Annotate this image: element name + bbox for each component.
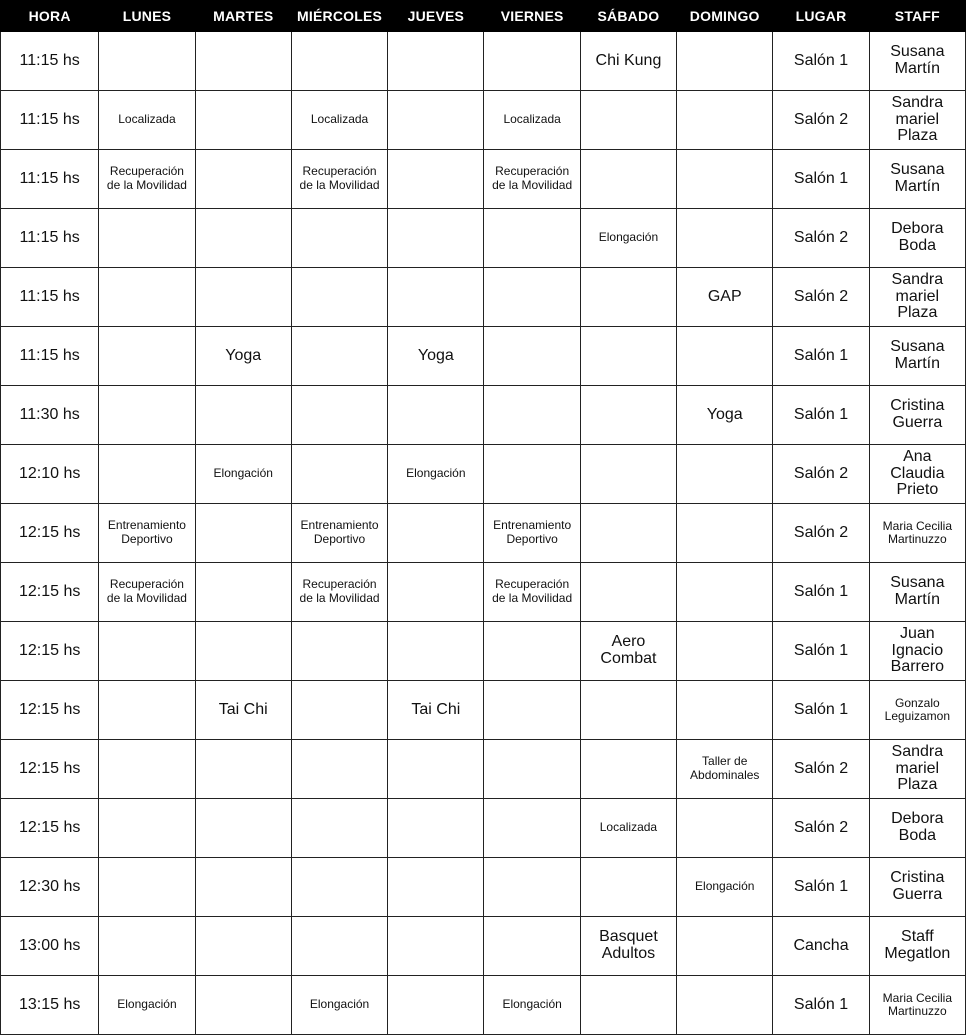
cell-viernes <box>484 386 580 445</box>
cell-lunes <box>99 799 195 858</box>
header-jueves: JUEVES <box>388 1 484 32</box>
cell-lunes <box>99 740 195 799</box>
cell-viernes <box>484 740 580 799</box>
cell-miercoles <box>291 740 387 799</box>
cell-domingo <box>677 150 773 209</box>
cell-hora: 12:15 hs <box>1 504 99 563</box>
cell-hora: 11:15 hs <box>1 150 99 209</box>
cell-sabado <box>580 740 676 799</box>
cell-staff: Sandra mariel Plaza <box>869 268 965 327</box>
cell-lugar: Salón 2 <box>773 209 869 268</box>
cell-martes <box>195 150 291 209</box>
cell-lunes <box>99 622 195 681</box>
table-row <box>1 150 966 209</box>
cell-hora: 11:15 hs <box>1 327 99 386</box>
cell-sabado <box>580 681 676 740</box>
cell-domingo: Elongación <box>677 858 773 917</box>
cell-sabado <box>580 563 676 622</box>
cell-jueves <box>388 504 484 563</box>
cell-sabado <box>580 150 676 209</box>
cell-domingo <box>677 563 773 622</box>
cell-lugar: Cancha <box>773 917 869 976</box>
cell-lugar: Salón 1 <box>773 622 869 681</box>
schedule-header <box>1 1 966 32</box>
cell-sabado: Aero Combat <box>580 622 676 681</box>
cell-lugar: Salón 1 <box>773 681 869 740</box>
cell-miercoles <box>291 32 387 91</box>
cell-viernes <box>484 268 580 327</box>
cell-domingo <box>677 32 773 91</box>
table-row <box>1 32 966 91</box>
cell-lunes: Localizada <box>99 91 195 150</box>
cell-jueves <box>388 858 484 917</box>
cell-sabado <box>580 858 676 917</box>
cell-jueves <box>388 386 484 445</box>
cell-lunes: Recuperación de la Movilidad <box>99 150 195 209</box>
cell-viernes: Elongación <box>484 976 580 1035</box>
cell-jueves <box>388 976 484 1035</box>
table-row <box>1 740 966 799</box>
cell-sabado: Localizada <box>580 799 676 858</box>
cell-lugar: Salón 1 <box>773 563 869 622</box>
cell-staff: Maria Cecilia Martinuzzo <box>869 504 965 563</box>
cell-sabado <box>580 504 676 563</box>
cell-staff: Staff Megatlon <box>869 917 965 976</box>
cell-viernes <box>484 445 580 504</box>
cell-domingo <box>677 622 773 681</box>
cell-miercoles <box>291 386 387 445</box>
cell-lunes <box>99 209 195 268</box>
cell-hora: 11:15 hs <box>1 268 99 327</box>
cell-miercoles <box>291 799 387 858</box>
cell-sabado <box>580 327 676 386</box>
cell-lugar: Salón 2 <box>773 504 869 563</box>
cell-domingo <box>677 681 773 740</box>
cell-jueves <box>388 150 484 209</box>
cell-lugar: Salón 1 <box>773 386 869 445</box>
cell-sabado <box>580 445 676 504</box>
cell-martes <box>195 268 291 327</box>
cell-viernes <box>484 917 580 976</box>
cell-martes <box>195 976 291 1035</box>
cell-viernes <box>484 32 580 91</box>
cell-staff: Susana Martín <box>869 32 965 91</box>
cell-hora: 12:30 hs <box>1 858 99 917</box>
header-hora: HORA <box>1 1 99 32</box>
cell-hora: 11:15 hs <box>1 209 99 268</box>
header-sabado: SÁBADO <box>580 1 676 32</box>
cell-domingo <box>677 976 773 1035</box>
cell-miercoles: Entrenamiento Deportivo <box>291 504 387 563</box>
cell-lunes <box>99 32 195 91</box>
cell-viernes: Entrenamiento Deportivo <box>484 504 580 563</box>
cell-lunes <box>99 386 195 445</box>
cell-staff: Susana Martín <box>869 327 965 386</box>
cell-martes <box>195 740 291 799</box>
cell-lunes: Elongación <box>99 976 195 1035</box>
cell-staff: Juan Ignacio Barrero <box>869 622 965 681</box>
table-row <box>1 563 966 622</box>
cell-lugar: Salón 2 <box>773 799 869 858</box>
cell-hora: 12:15 hs <box>1 622 99 681</box>
cell-jueves: Elongación <box>388 445 484 504</box>
header-staff: STAFF <box>869 1 965 32</box>
cell-lunes <box>99 917 195 976</box>
cell-martes: Yoga <box>195 327 291 386</box>
cell-martes <box>195 209 291 268</box>
cell-sabado: Elongación <box>580 209 676 268</box>
cell-miercoles: Recuperación de la Movilidad <box>291 563 387 622</box>
table-row <box>1 681 966 740</box>
cell-jueves <box>388 563 484 622</box>
table-row <box>1 504 966 563</box>
table-row <box>1 622 966 681</box>
header-viernes: VIERNES <box>484 1 580 32</box>
cell-viernes <box>484 681 580 740</box>
table-row <box>1 327 966 386</box>
cell-staff: Maria Cecilia Martinuzzo <box>869 976 965 1035</box>
cell-lugar: Salón 1 <box>773 32 869 91</box>
cell-miercoles <box>291 209 387 268</box>
cell-lugar: Salón 1 <box>773 976 869 1035</box>
cell-lunes <box>99 858 195 917</box>
cell-jueves <box>388 268 484 327</box>
cell-staff: Susana Martín <box>869 150 965 209</box>
cell-miercoles <box>291 858 387 917</box>
cell-martes <box>195 563 291 622</box>
header-miercoles: MIÉRCOLES <box>291 1 387 32</box>
cell-jueves <box>388 32 484 91</box>
cell-domingo <box>677 445 773 504</box>
cell-miercoles: Recuperación de la Movilidad <box>291 150 387 209</box>
cell-martes <box>195 917 291 976</box>
cell-lugar: Salón 2 <box>773 268 869 327</box>
cell-miercoles <box>291 268 387 327</box>
cell-lunes <box>99 445 195 504</box>
cell-viernes: Recuperación de la Movilidad <box>484 563 580 622</box>
cell-martes <box>195 622 291 681</box>
cell-viernes <box>484 327 580 386</box>
cell-staff: Sandra mariel Plaza <box>869 91 965 150</box>
cell-miercoles <box>291 622 387 681</box>
cell-hora: 13:15 hs <box>1 976 99 1035</box>
cell-staff: Cristina Guerra <box>869 858 965 917</box>
cell-hora: 12:15 hs <box>1 681 99 740</box>
cell-martes: Tai Chi <box>195 681 291 740</box>
cell-domingo: Taller de Abdominales <box>677 740 773 799</box>
table-row <box>1 799 966 858</box>
cell-staff: Susana Martín <box>869 563 965 622</box>
cell-hora: 12:15 hs <box>1 563 99 622</box>
cell-miercoles <box>291 327 387 386</box>
header-domingo: DOMINGO <box>677 1 773 32</box>
cell-jueves <box>388 622 484 681</box>
cell-sabado <box>580 91 676 150</box>
table-row <box>1 917 966 976</box>
cell-lunes <box>99 327 195 386</box>
cell-martes <box>195 32 291 91</box>
cell-viernes <box>484 209 580 268</box>
cell-lugar: Salón 2 <box>773 740 869 799</box>
cell-domingo <box>677 799 773 858</box>
cell-lunes: Recuperación de la Movilidad <box>99 563 195 622</box>
table-row <box>1 858 966 917</box>
cell-jueves: Yoga <box>388 327 484 386</box>
table-row <box>1 209 966 268</box>
cell-miercoles <box>291 681 387 740</box>
cell-viernes <box>484 799 580 858</box>
cell-martes <box>195 858 291 917</box>
cell-sabado: Chi Kung <box>580 32 676 91</box>
header-martes: MARTES <box>195 1 291 32</box>
cell-lunes: Entrenamiento Deportivo <box>99 504 195 563</box>
cell-martes: Elongación <box>195 445 291 504</box>
cell-lunes <box>99 681 195 740</box>
cell-miercoles <box>291 917 387 976</box>
table-row <box>1 386 966 445</box>
cell-lugar: Salón 1 <box>773 150 869 209</box>
cell-domingo <box>677 209 773 268</box>
cell-viernes: Localizada <box>484 91 580 150</box>
cell-sabado: Basquet Adultos <box>580 917 676 976</box>
cell-lunes <box>99 268 195 327</box>
cell-lugar: Salón 2 <box>773 445 869 504</box>
cell-jueves <box>388 917 484 976</box>
cell-jueves <box>388 740 484 799</box>
cell-martes <box>195 799 291 858</box>
cell-staff: Sandra mariel Plaza <box>869 740 965 799</box>
table-row <box>1 91 966 150</box>
schedule-body <box>1 32 966 1035</box>
table-row <box>1 445 966 504</box>
cell-sabado <box>580 268 676 327</box>
cell-staff: Ana Claudia Prieto <box>869 445 965 504</box>
cell-staff: Debora Boda <box>869 799 965 858</box>
cell-miercoles <box>291 445 387 504</box>
cell-lugar: Salón 1 <box>773 327 869 386</box>
cell-miercoles: Localizada <box>291 91 387 150</box>
cell-domingo: Yoga <box>677 386 773 445</box>
cell-domingo <box>677 917 773 976</box>
cell-jueves: Tai Chi <box>388 681 484 740</box>
cell-hora: 12:15 hs <box>1 740 99 799</box>
cell-viernes: Recuperación de la Movilidad <box>484 150 580 209</box>
table-row <box>1 268 966 327</box>
cell-viernes <box>484 858 580 917</box>
cell-hora: 11:15 hs <box>1 91 99 150</box>
cell-staff: Gonzalo Leguizamon <box>869 681 965 740</box>
cell-sabado <box>580 976 676 1035</box>
cell-viernes <box>484 622 580 681</box>
header-lunes: LUNES <box>99 1 195 32</box>
cell-domingo <box>677 504 773 563</box>
cell-lugar: Salón 1 <box>773 858 869 917</box>
cell-jueves <box>388 91 484 150</box>
cell-hora: 11:30 hs <box>1 386 99 445</box>
cell-domingo <box>677 91 773 150</box>
cell-hora: 13:00 hs <box>1 917 99 976</box>
cell-martes <box>195 504 291 563</box>
cell-hora: 11:15 hs <box>1 32 99 91</box>
cell-domingo <box>677 327 773 386</box>
cell-martes <box>195 386 291 445</box>
cell-hora: 12:10 hs <box>1 445 99 504</box>
cell-sabado <box>580 386 676 445</box>
header-lugar: LUGAR <box>773 1 869 32</box>
cell-domingo: GAP <box>677 268 773 327</box>
cell-martes <box>195 91 291 150</box>
cell-hora: 12:15 hs <box>1 799 99 858</box>
cell-staff: Cristina Guerra <box>869 386 965 445</box>
cell-jueves <box>388 799 484 858</box>
cell-staff: Debora Boda <box>869 209 965 268</box>
cell-miercoles: Elongación <box>291 976 387 1035</box>
cell-jueves <box>388 209 484 268</box>
header-row <box>1 1 966 32</box>
table-row <box>1 976 966 1035</box>
cell-lugar: Salón 2 <box>773 91 869 150</box>
